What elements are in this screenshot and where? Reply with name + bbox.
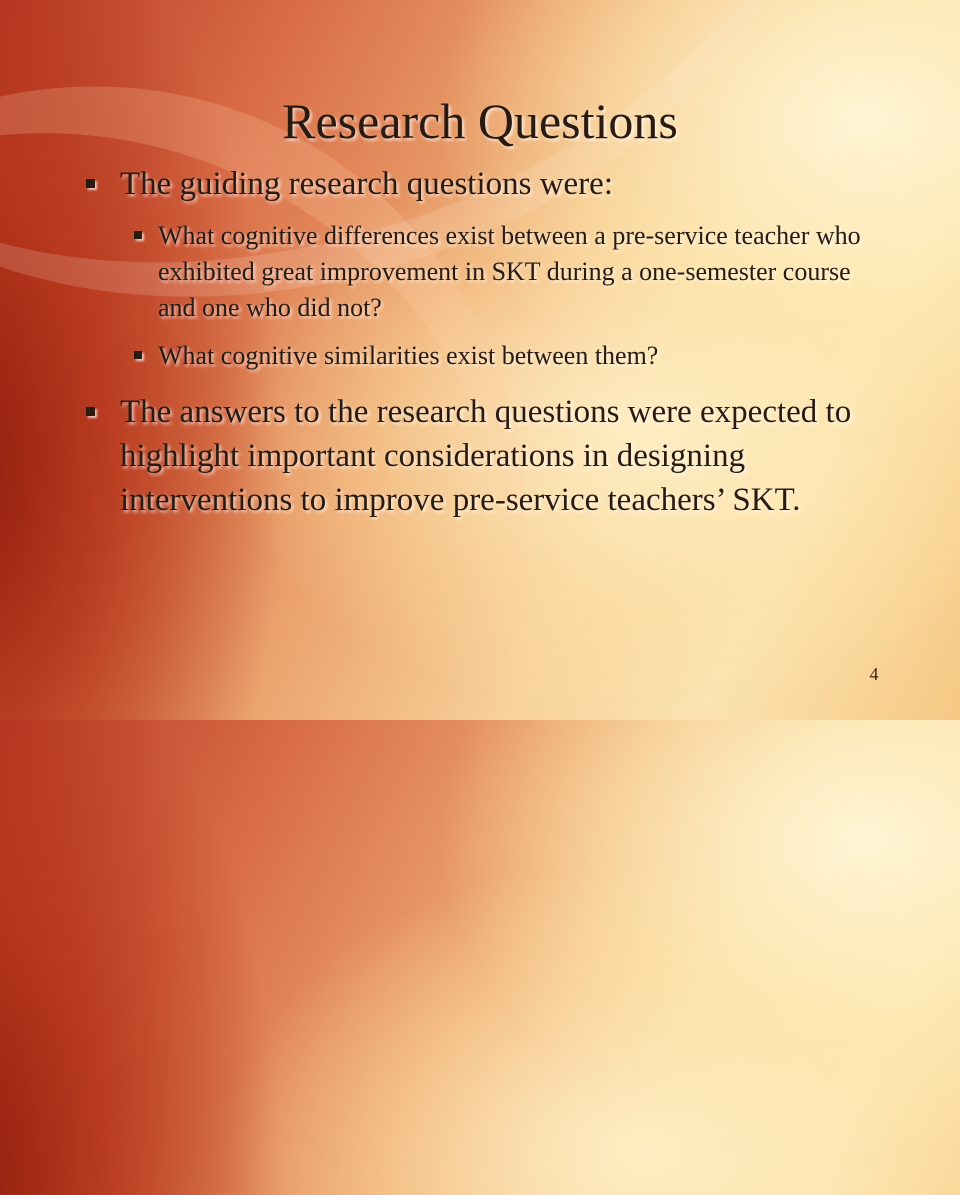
bullet-text: The guiding research questions were: bbox=[120, 166, 614, 202]
square-bullet-icon bbox=[134, 351, 142, 359]
slide-body bbox=[82, 162, 882, 522]
sub-bullet-item bbox=[82, 338, 882, 374]
bullet-item bbox=[82, 162, 882, 206]
bullet-item bbox=[82, 390, 882, 522]
sub-bullet-text: What cognitive differences exist between a pre-service teacher who exhibited great improvement in SKT during a one-semester course and one who did not? bbox=[158, 221, 861, 322]
square-bullet-icon bbox=[86, 407, 95, 416]
square-bullet-icon bbox=[86, 179, 95, 188]
bullet-text: The answers to the research questions were expected to highlight important considerations in designing interventions to improve pre-service teachers’ SKT. bbox=[120, 394, 852, 518]
slide-title: Research Questions bbox=[282, 93, 678, 149]
page-number: 4 bbox=[869, 664, 879, 684]
sub-bullet-text: What cognitive similarities exist between them? bbox=[158, 341, 659, 370]
sub-bullet-item bbox=[82, 218, 882, 326]
square-bullet-icon bbox=[134, 231, 142, 239]
